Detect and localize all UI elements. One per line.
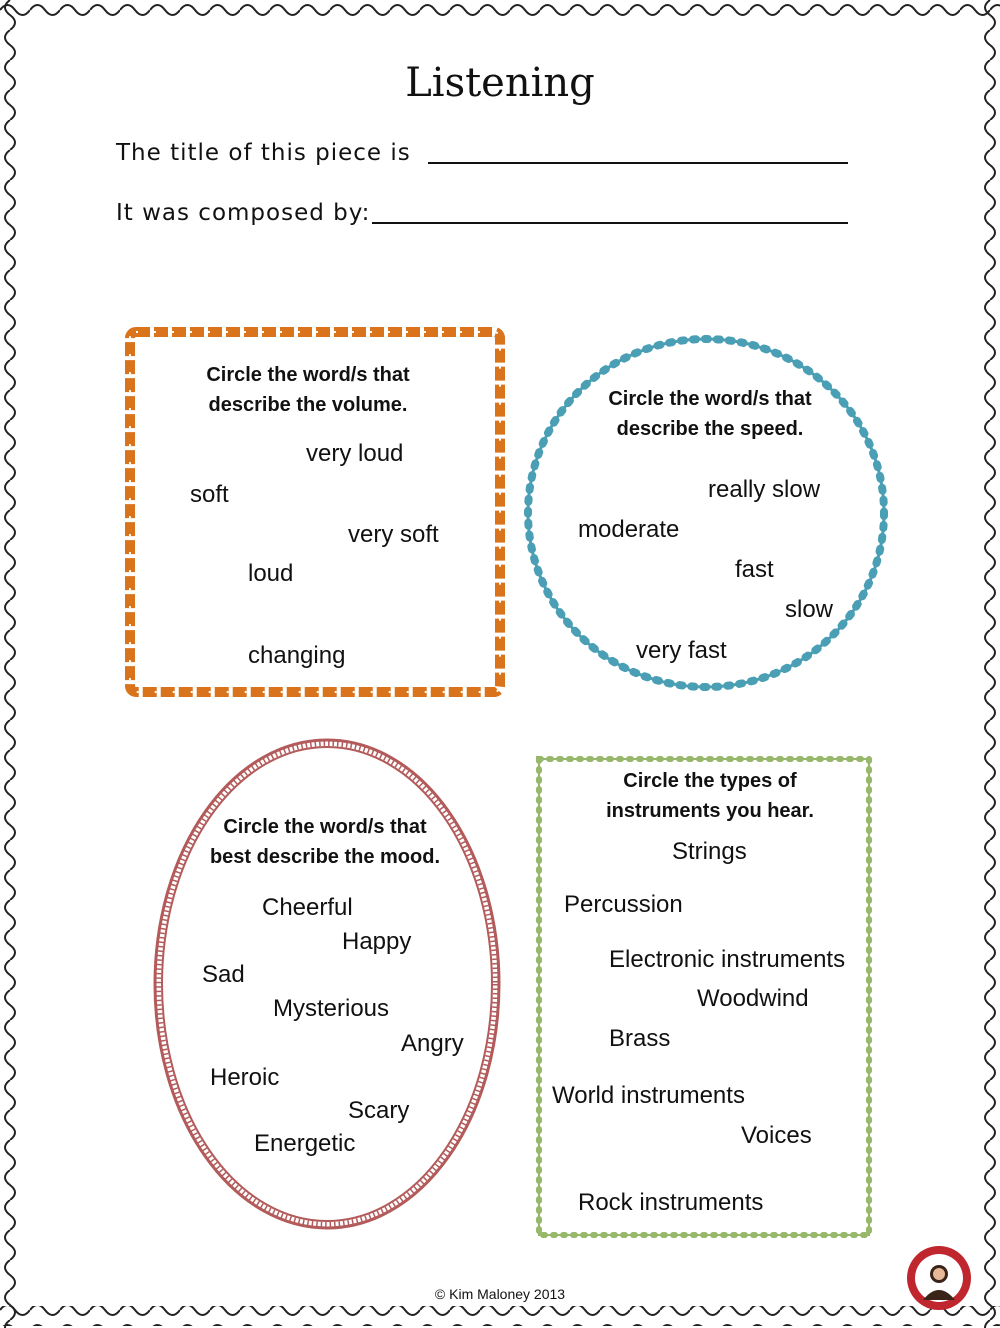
instruments-prompt: Circle the types of instruments you hear. [606, 770, 814, 822]
volume-word-changing[interactable]: changing [248, 642, 346, 669]
mood-word-energetic[interactable]: Energetic [254, 1130, 356, 1157]
instrument-percussion[interactable]: Percussion [564, 891, 683, 918]
copyright-footer: © Kim Maloney 2013 [434, 1286, 566, 1302]
instrument-brass[interactable]: Brass [609, 1025, 671, 1052]
instrument-rock[interactable]: Rock instruments [578, 1189, 764, 1216]
instrument-electronic[interactable]: Electronic instruments [609, 946, 846, 973]
mood-prompt: Circle the word/s that best describe the mood. [209, 816, 441, 868]
instrument-voices[interactable]: Voices [741, 1122, 812, 1149]
mood-word-cheerful[interactable]: Cheerful [262, 894, 353, 921]
mood-word-happy[interactable]: Happy [342, 928, 412, 955]
instrument-woodwind[interactable]: Woodwind [697, 985, 809, 1012]
mood-word-sad[interactable]: Sad [202, 961, 245, 988]
volume-prompt: Circle the word/s that describe the volume. [206, 364, 410, 416]
page-title: Listening [405, 60, 595, 106]
speed-word-moderate[interactable]: moderate [578, 516, 680, 543]
speed-prompt: Circle the word/s that describe the speed. [608, 388, 812, 440]
volume-word-very-soft[interactable]: very soft [348, 521, 439, 548]
composer-blank[interactable] [372, 222, 848, 224]
speed-word-fast[interactable]: fast [735, 556, 774, 583]
piece-title-label: The title of this piece is [116, 140, 411, 166]
mood-word-angry[interactable]: Angry [401, 1030, 464, 1057]
mood-oval-border [146, 732, 508, 1236]
volume-word-loud[interactable]: loud [248, 560, 294, 587]
mood-word-mysterious[interactable]: Mysterious [273, 995, 390, 1022]
instrument-strings[interactable]: Strings [672, 838, 747, 865]
speed-word-very-fast[interactable]: very fast [636, 637, 727, 664]
composer-label: It was composed by: [116, 200, 371, 226]
speed-word-slow[interactable]: slow [785, 596, 834, 623]
mood-word-scary[interactable]: Scary [348, 1097, 410, 1124]
volume-word-very-loud[interactable]: very loud [306, 440, 404, 467]
mood-word-heroic[interactable]: Heroic [210, 1064, 280, 1091]
volume-word-soft[interactable]: soft [190, 481, 229, 508]
piece-title-blank[interactable] [428, 162, 848, 164]
author-logo-badge [905, 1244, 973, 1312]
speed-word-really-slow[interactable]: really slow [708, 476, 821, 503]
instrument-world[interactable]: World instruments [552, 1082, 745, 1109]
